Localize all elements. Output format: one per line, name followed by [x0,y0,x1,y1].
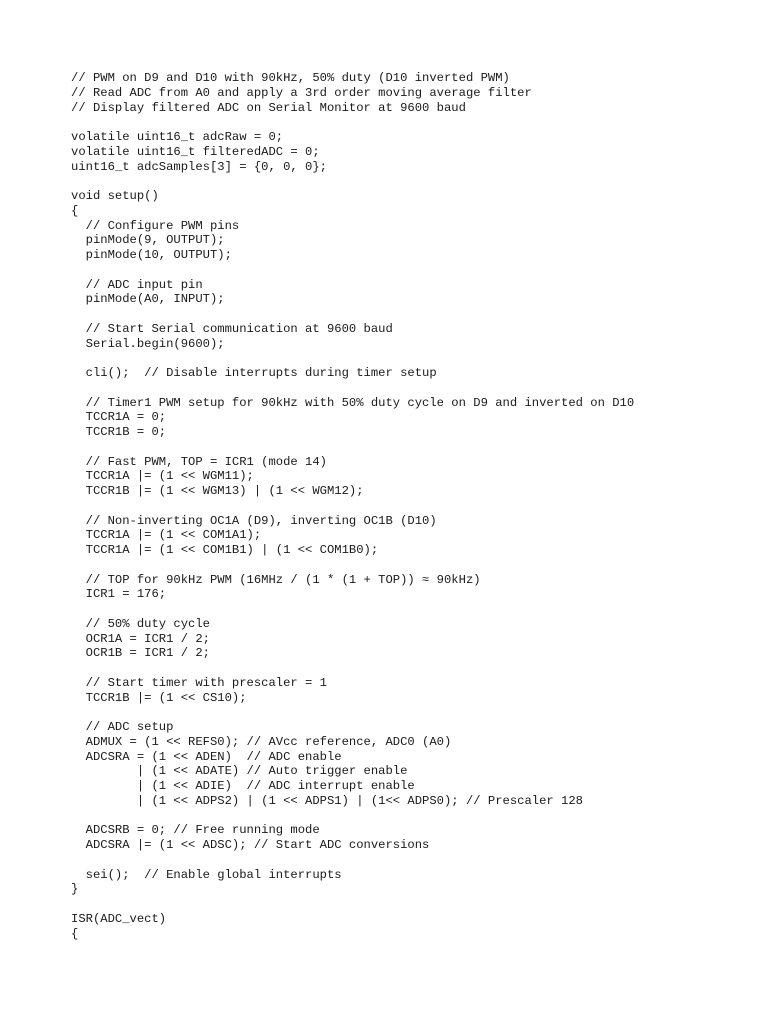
code-line [71,440,751,455]
code-line: ADCSRA |= (1 << ADSC); // Start ADC conversions [71,838,430,852]
code-line [71,499,751,514]
code-line [71,307,751,322]
code-line: ADCSRB = 0; // Free running mode [71,823,320,838]
code-line: OCR1A = ICR1 / 2; [71,631,210,646]
code-document [71,71,751,941]
code-line: OCR1B = ICR1 / 2; [71,646,210,661]
code-line: // Start Serial communication at 9600 baud [71,321,393,336]
code-line [71,558,751,573]
code-line: ADMUX = (1 << REFS0); // AVcc reference, ADC0 (A0) [71,734,452,749]
code-line [71,809,751,824]
code-line: TCCR1B |= (1 << WGM13) | (1 << WGM12); [71,484,364,498]
code-line: ISR(ADC_vect) [71,911,167,926]
code-line: Serial.begin(9600); [71,336,225,351]
code-line: { [71,203,79,218]
code-line: // Start timer with prescaler = 1 [71,675,327,690]
code-line: TCCR1A |= (1 << COM1B1) | (1 << COM1B0); [71,543,379,557]
code-line: uint16_t adcSamples[3] = {0, 0, 0}; [71,159,327,174]
code-line [71,115,751,130]
code-line: // Read ADC from A0 and apply a 3rd order moving average filter [71,85,532,100]
code-line [71,351,751,366]
code-line: | (1 << ADATE) // Auto trigger enable [71,764,408,779]
code-line [71,602,751,617]
code-line: // ADC input pin [71,277,203,292]
code-line [71,263,751,278]
code-line: TCCR1B = 0; [71,425,167,439]
code-line [71,174,751,189]
code-line: TCCR1B |= (1 << CS10); [71,690,247,705]
code-line [71,661,751,676]
code-line: // TOP for 90kHz PWM (16MHz / (1 * (1 + TOP)) ≈ 90kHz) [71,572,481,587]
code-line [71,381,751,396]
code-line: TCCR1A |= (1 << WGM11); [71,469,254,484]
code-line: { [71,926,79,941]
code-line: ICR1 = 176; [71,587,167,602]
code-line [71,897,751,912]
code-line: // Non-inverting OC1A (D9), inverting OC1B (D10) [71,513,437,528]
code-line: pinMode(10, OUTPUT); [71,248,232,262]
code-line: pinMode(9, OUTPUT); [71,233,225,248]
code-line: void setup() [71,189,159,203]
code-line: } [71,882,79,897]
code-line: // Configure PWM pins [71,218,240,233]
code-line: volatile uint16_t adcRaw = 0; [71,130,284,144]
code-line [71,705,751,720]
code-line: TCCR1A |= (1 << COM1A1); [71,528,262,543]
code-line: // PWM on D9 and D10 with 90kHz, 50% duty (D10 inverted PWM) [71,71,510,85]
code-line: // Display filtered ADC on Serial Monitor at 9600 baud [71,100,466,115]
code-line: // Fast PWM, TOP = ICR1 (mode 14) [71,454,327,469]
code-line: | (1 << ADPS2) | (1 << ADPS1) | (1<< ADPS0); // Prescaler 128 [71,793,583,808]
code-line: sei(); // Enable global interrupts [71,867,342,882]
code-line: ADCSRA = (1 << ADEN) // ADC enable [71,749,342,764]
code-line: TCCR1A = 0; [71,410,167,425]
code-line: cli(); // Disable interrupts during timer setup [71,366,437,380]
code-line: // Timer1 PWM setup for 90kHz with 50% duty cycle on D9 and inverted on D10 [71,395,635,410]
code-line: | (1 << ADIE) // ADC interrupt enable [71,779,415,793]
code-line: // 50% duty cycle [71,616,210,631]
code-line: volatile uint16_t filteredADC = 0; [71,144,320,159]
code-line: // ADC setup [71,720,174,734]
code-line [71,853,751,868]
code-line: pinMode(A0, INPUT); [71,292,225,307]
